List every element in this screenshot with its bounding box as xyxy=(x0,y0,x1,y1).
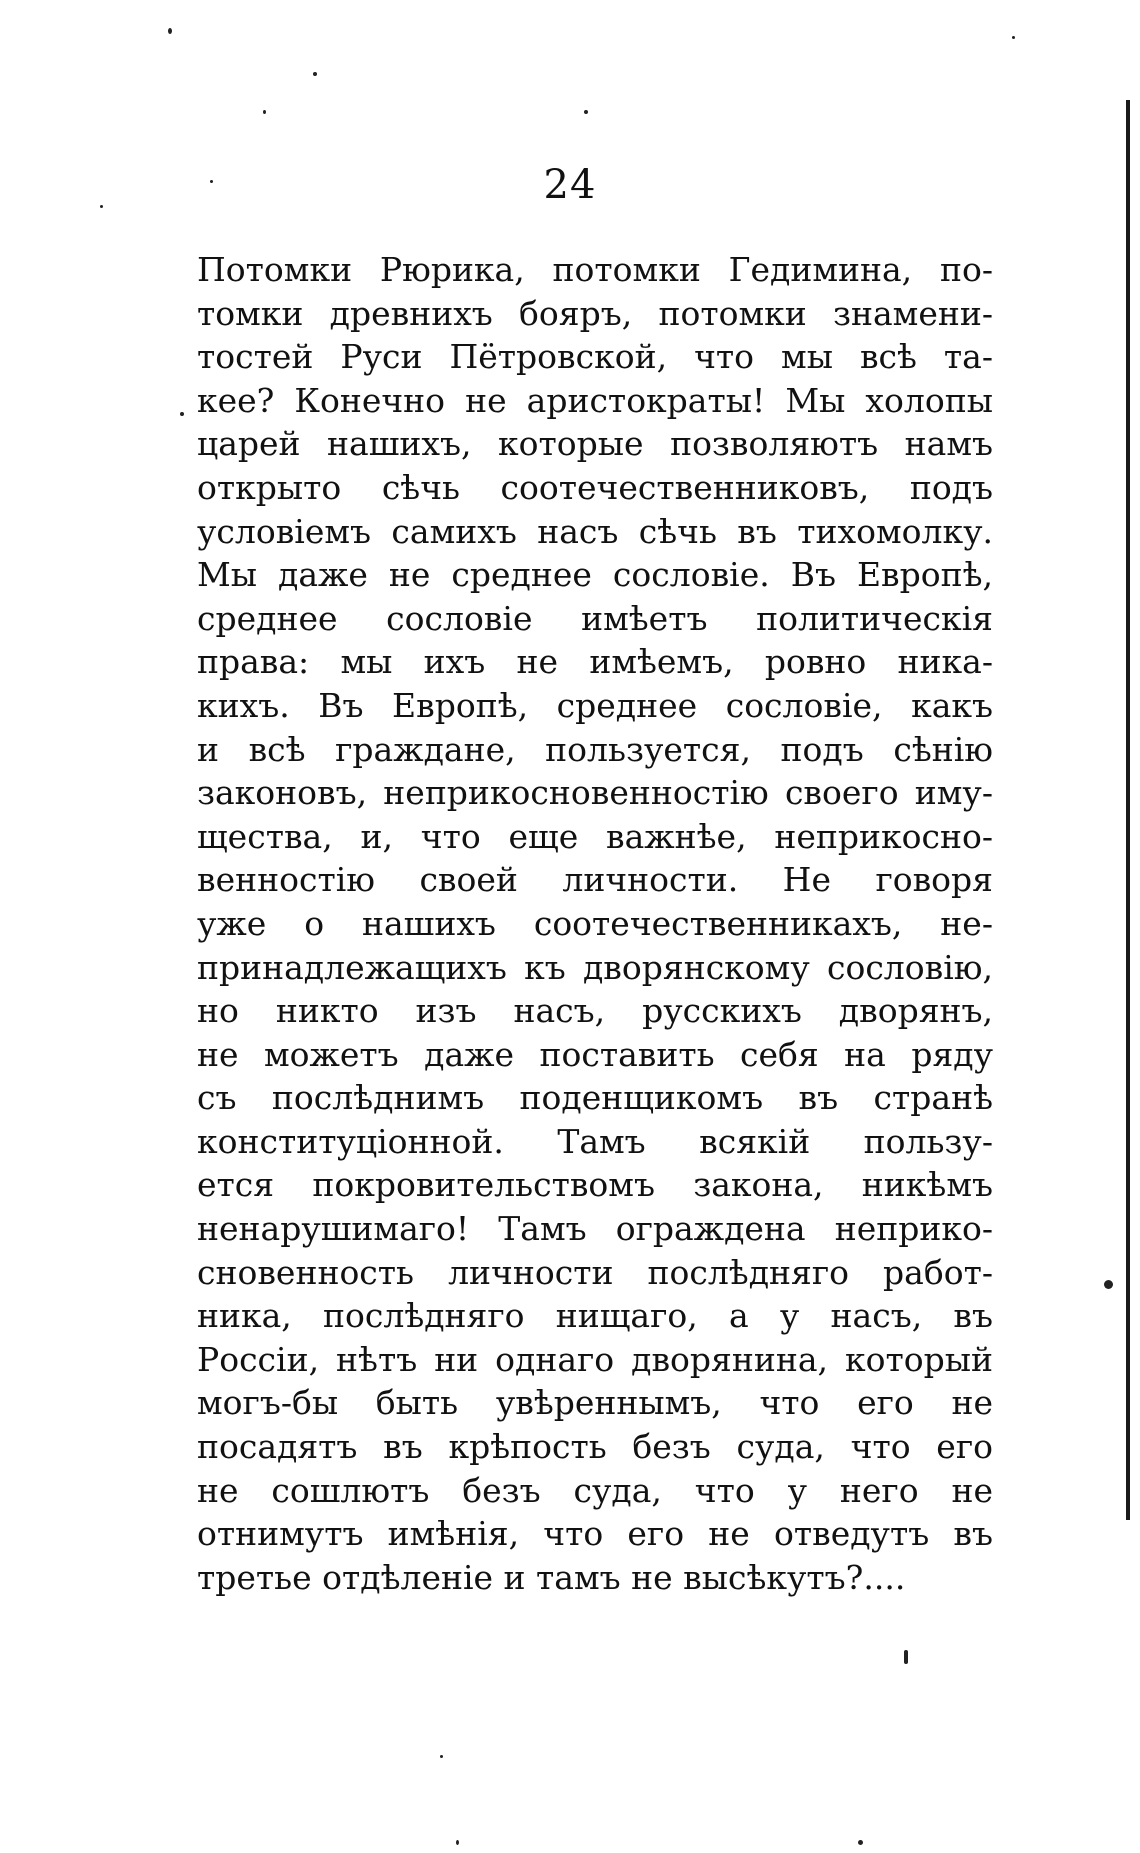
scan-speck xyxy=(858,1840,863,1845)
text-line: съ послѣднимъ поденщикомъ въ странѣ xyxy=(197,1078,993,1118)
text-line: конституціонной. Тамъ всякій пользу- xyxy=(197,1121,993,1161)
text-line: не сошлютъ безъ суда, что у него не xyxy=(197,1470,993,1510)
text-line: венностію своей личности. Не говоря xyxy=(197,860,993,900)
body-text xyxy=(197,248,993,1599)
text-line: условіемъ самихъ насъ сѣчь въ тихомолку. xyxy=(197,511,993,551)
text-line: ника, послѣдняго нищаго, а у насъ, въ xyxy=(197,1296,993,1336)
text-line: посадятъ въ крѣпость безъ суда, что его xyxy=(197,1427,993,1467)
text-line: кее? Конечно не аристократы! Мы холопы xyxy=(197,380,993,420)
text-line: Мы даже не среднее сословіе. Въ Европѣ, xyxy=(197,555,993,595)
text-line: томки древнихъ бояръ, потомки знамени- xyxy=(197,293,993,333)
text-line: ется покровительствомъ закона, никѣмъ xyxy=(197,1165,993,1205)
scan-speck xyxy=(263,110,266,114)
text-line: ненарушимаго! Тамъ ограждена неприко- xyxy=(197,1209,993,1249)
text-line: щества, и, что еще важнѣе, неприкосно- xyxy=(197,816,993,856)
text-line: и всѣ граждане, пользуется, подъ сѣнію xyxy=(197,729,993,769)
scan-speck xyxy=(440,1755,443,1758)
scan-speck xyxy=(456,1840,459,1845)
scan-speck xyxy=(584,110,588,114)
scan-speck xyxy=(1104,1280,1113,1289)
text-line: кихъ. Въ Европѣ, среднее сословіе, какъ xyxy=(197,685,993,725)
text-line: сновенность личности послѣдняго работ- xyxy=(197,1252,993,1292)
text-line: открыто сѣчь соотечественниковъ, подъ xyxy=(197,467,993,507)
text-line: законовъ, неприкосновенностію своего иму- xyxy=(197,773,993,813)
text-line: принадлежащихъ къ дворянскому сословію, xyxy=(197,947,993,987)
text-line: царей нашихъ, которые позволяютъ намъ xyxy=(197,424,993,464)
text-line: Россіи, нѣтъ ни однаго дворянина, который xyxy=(197,1339,993,1379)
page-edge-rule xyxy=(1126,100,1130,1520)
text-line: тостей Руси Пётровской, что мы всѣ та- xyxy=(197,337,993,377)
scan-speck xyxy=(313,72,317,76)
page-number: 24 xyxy=(543,162,597,208)
scan-speck xyxy=(1012,36,1015,39)
text-line: но никто изъ насъ, русскихъ дворянъ, xyxy=(197,991,993,1031)
text-line: могъ-бы быть увѣреннымъ, что его не xyxy=(197,1383,993,1423)
text-line: отнимутъ имѣнія, что его не отведутъ въ xyxy=(197,1514,993,1554)
scan-speck xyxy=(168,28,172,34)
scan-speck xyxy=(180,412,184,416)
text-line: не можетъ даже поставить себя на ряду xyxy=(197,1034,993,1074)
text-line: уже о нашихъ соотечественникахъ, не- xyxy=(197,903,993,943)
text-line: права: мы ихъ не имѣемъ, ровно ника- xyxy=(197,642,993,682)
text-line: Потомки Рюрика, потомки Гедимина, по- xyxy=(197,250,993,289)
text-line: третье отдѣленіе и тамъ не высѣкутъ?.... xyxy=(197,1557,906,1597)
scan-speck xyxy=(904,1650,908,1664)
text-line: среднее сословіе имѣетъ политическія xyxy=(197,598,993,638)
